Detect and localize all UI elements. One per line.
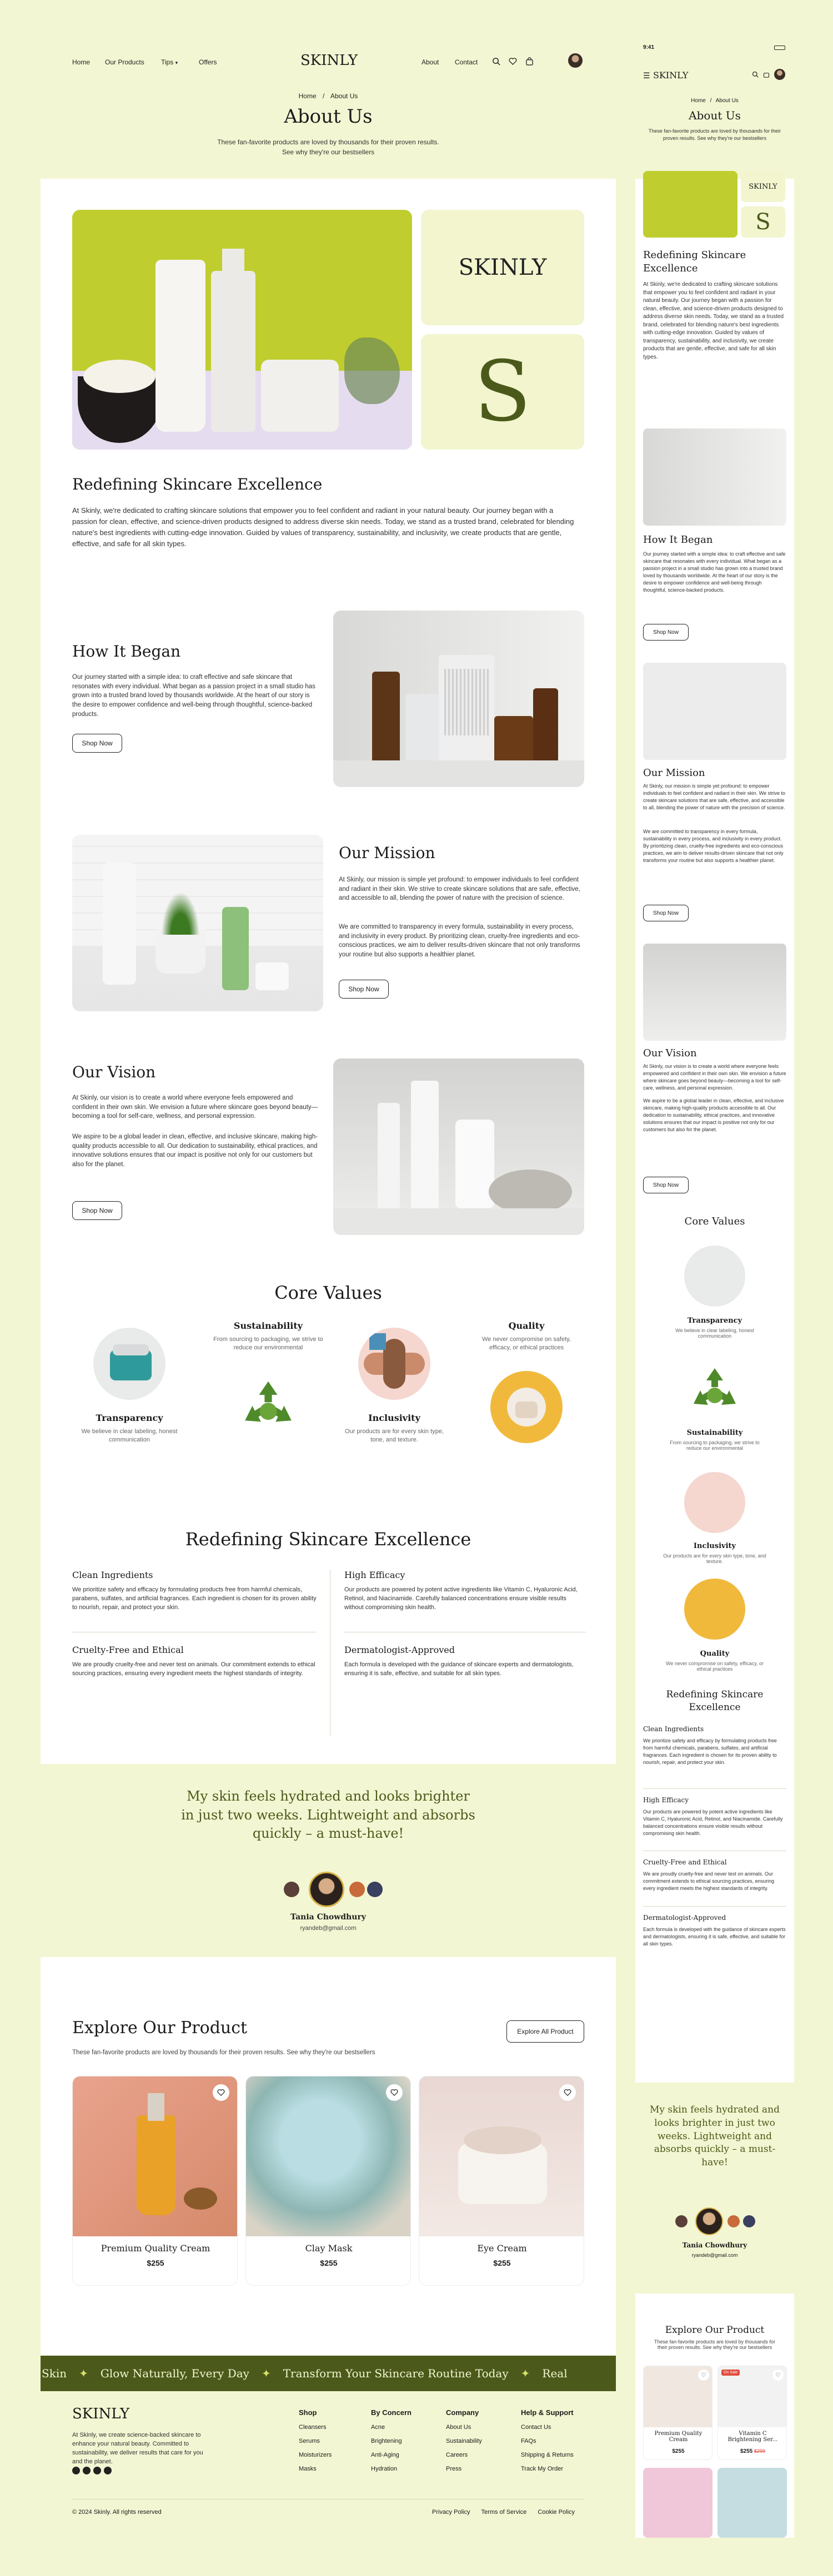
mobile-feature-cruelty-title: Cruelty-Free and Ethical	[643, 1858, 727, 1866]
footer-copyright: © 2024 Skinly. All rights reserved	[72, 2509, 162, 2515]
nav-our-products[interactable]: Our Products	[105, 58, 144, 66]
product-price: $255	[493, 2259, 511, 2267]
wishlist-heart-icon[interactable]: ♡	[698, 2370, 709, 2381]
avatar[interactable]	[568, 53, 583, 68]
mobile-product-price: $255 $299	[740, 2448, 766, 2454]
footer-logo[interactable]: SKINLY	[72, 2406, 130, 2422]
mobile-mission-body-1: At Skinly, our mission is simple yet profound: to empower individuals to feel confident and radiant in their skin. We strive to create skincare solutions that are safe, effective, and accessible to all, blending the power of nature with the precision of science.	[643, 783, 785, 811]
mobile-core-quality-image	[684, 1579, 745, 1640]
avatar-small-left[interactable]	[284, 1882, 299, 1897]
mobile-core-inclusivity-title: Inclusivity	[693, 1542, 736, 1550]
intro-title: Redefining Skincare Excellence	[72, 475, 323, 493]
avatar-active[interactable]	[309, 1872, 344, 1907]
product-name[interactable]: Eye Cream	[477, 2243, 527, 2254]
product-name[interactable]: Premium Quality Cream	[101, 2243, 210, 2254]
mobile-breadcrumb: Home / About Us	[691, 98, 739, 104]
mobile-intro-body: At Skinly, we're dedicated to crafting skincare solutions that empower you to feel confident and radiant in your natural beauty. Our journey began with a passion for clean, effective, and science-driven products designed to address diverse skin needs. Today, we stand as a trusted brand, celebrated for blending nature's best ingredients with cutting-edge innovation. Guided by values of transparency, sustainability, and inclusivity, we create products that are gentle, effective, and safe for all skin types.	[643, 281, 784, 360]
began-product-photo	[333, 611, 584, 787]
began-title: How It Began	[72, 642, 181, 661]
feature-efficacy-title: High Efficacy	[344, 1570, 405, 1580]
footer-link[interactable]: Press	[446, 2465, 462, 2472]
nav-contact[interactable]: Contact	[455, 58, 478, 66]
mobile-status-time: 9:41	[643, 44, 655, 51]
mobile-mission-body-2: We are committed to transparency in every formula, sustainability in every process, and inclusivity in every product. By prioritizing clean, cruelty-free ingredients and eco-conscious practices, we aim to deliver results-driven skincare that not only transforms your routine but also supports a healthier planet.	[643, 829, 784, 864]
vision-title: Our Vision	[72, 1063, 156, 1081]
mobile-began-button[interactable]: Shop Now	[643, 624, 689, 641]
footer-link[interactable]: Sustainability	[446, 2438, 482, 2444]
mobile-vision-photo	[643, 944, 786, 1041]
privacy-link[interactable]: Privacy Policy	[432, 2509, 470, 2515]
product-price: $255	[320, 2259, 338, 2267]
mobile-mission-photo	[643, 663, 786, 760]
began-body: Our journey started with a simple idea: to craft effective and safe skincare that resonates with every individual. What began as a passion project in a small studio has grown into a trusted brand loved by thousands worldwide. At the heart of our story is the desire to empower confidence and well-being through thoughtful, science-backed products.	[72, 674, 315, 718]
footer-col-help: Help & Support Contact Us FAQs Shipping & Returns Track My Order	[521, 2404, 574, 2476]
footer-link[interactable]: Acne	[371, 2424, 385, 2431]
mobile-page	[635, 40, 794, 2538]
mission-product-photo	[72, 835, 323, 1011]
wishlist-heart-icon[interactable]	[559, 2084, 576, 2101]
mobile-core-transparency-body: We believe in clear labeling, honest communication	[675, 1328, 754, 1339]
mobile-products-title: Explore Our Product	[665, 2325, 765, 2336]
sparkle-icon: ✦	[79, 2367, 88, 2380]
youtube-icon[interactable]	[104, 2467, 112, 2474]
testimonial-quote: My skin feels hydrated and looks brighter in just two weeks. Lightweight and absorbs quickly – a must-have!	[181, 1788, 475, 1842]
core-transparency-body: We believe in clear labeling, honest communication	[81, 1428, 178, 1444]
avatar-active[interactable]	[695, 2207, 723, 2235]
mobile-feature-efficacy-body: Our products are powered by potent active ingredients like Vitamin C, Hyaluronic Acid, Retinol, and Niacinamide. Carefully balanced concentrations ensure visible results without compromising skin health.	[643, 1809, 783, 1837]
footer-link[interactable]: Masks	[299, 2465, 317, 2472]
avatar-small-right-2[interactable]	[743, 2215, 755, 2227]
mobile-recycle-icon	[684, 1361, 745, 1422]
footer-social-icons	[72, 2467, 112, 2474]
brand-logo-tile	[421, 210, 584, 325]
core-sustainability-title: Sustainability	[233, 1320, 303, 1331]
footer-link[interactable]: Serums	[299, 2438, 320, 2444]
brand-logo-large: SKINLY	[458, 255, 547, 280]
brand-monogram: S	[474, 344, 531, 440]
nav-offers[interactable]: Offers	[199, 58, 217, 66]
breadcrumb	[41, 92, 616, 100]
mobile-core-inclusivity-image	[684, 1472, 745, 1533]
product-image	[73, 2076, 238, 2236]
mobile-monogram-tile: S	[741, 206, 785, 238]
footer-link[interactable]: Shipping & Returns	[521, 2451, 574, 2458]
mobile-core-title: Core Values	[684, 1216, 745, 1227]
nav-about[interactable]: About	[421, 58, 439, 66]
bag-icon[interactable]	[524, 56, 535, 67]
mobile-product-price: $255	[672, 2448, 685, 2454]
core-inclusivity-body: Our products are for every skin type, tone, and texture.	[345, 1428, 444, 1444]
brand-logo[interactable]: SKINLY	[300, 52, 358, 69]
footer-link[interactable]: About Us	[446, 2424, 471, 2431]
marquee-item: Glow Naturally, Every Day	[100, 2367, 249, 2380]
instagram-icon[interactable]	[83, 2467, 91, 2474]
mobile-feature-clean-body: We prioritize safety and efficacy by formulating products free from harmful chemicals, parabens, sulfates, and artificial fragrances. Each ingredient is chosen for its proven ability to nourish, repair, and protect your skin.	[643, 1738, 777, 1766]
avatar-small-left[interactable]	[675, 2215, 688, 2227]
mobile-brand-logo[interactable]: SKINLY	[653, 70, 689, 80]
mobile-vision-body-1: At Skinly, our vision is to create a world where everyone feels empowered and confident in their own skin. We envision a future where skincare goes beyond beauty—becoming a tool for self-care, wellness, and personal expression.	[643, 1063, 786, 1091]
product-card[interactable]	[419, 2076, 584, 2286]
feature-cruelty-body: We are proudly cruelty-free and never test on animals. Our commitment extends to ethical sourcing practices, ensuring every ingredient meets the highest standards of integrity.	[72, 1661, 315, 1677]
mobile-vision-body-2: We aspire to be a global leader in clean, effective, and inclusive skincare, making high-quality products accessible to all. Our dedication to sustainability, ethical practices, and innovative solutions ensures that our impact is positive not only for our customers but also for the planet.	[643, 1098, 784, 1133]
mobile-product-card[interactable]	[643, 2366, 712, 2460]
core-inclusivity-title: Inclusivity	[368, 1413, 420, 1423]
mobile-battery-icon	[774, 46, 785, 50]
core-sustainability-body: From sourcing to packaging, we strive to reduce our environmental	[213, 1336, 323, 1352]
chevron-down-icon: ▾	[175, 60, 178, 65]
mobile-feature-divider	[643, 1906, 786, 1907]
hero-product-photo	[72, 210, 412, 450]
breadcrumb-current: About Us	[330, 92, 358, 100]
products-title: Explore Our Product	[72, 2018, 248, 2038]
feature-derm-title: Dermatologist-Approved	[344, 1645, 455, 1655]
mobile-core-quality-title: Quality	[700, 1650, 730, 1658]
sparkle-icon: ✦	[261, 2367, 271, 2380]
marquee-item: Real	[542, 2367, 568, 2380]
breadcrumb-separator: /	[322, 92, 325, 100]
wishlist-heart-icon[interactable]	[213, 2084, 229, 2101]
testimonial-avatars	[278, 1872, 378, 1908]
footer-link[interactable]: Hydration	[371, 2465, 398, 2472]
product-image	[246, 2076, 411, 2236]
mobile-feature-cruelty-body: We are proudly cruelty-free and never test on animals. Our commitment extends to ethical sourcing practices, ensuring every ingredient meets the highest standards of integrity.	[643, 1871, 775, 1892]
product-price: $255	[147, 2259, 164, 2267]
intro-body: At Skinly, we're dedicated to crafting skincare solutions that empower you to feel confident and radiant in your natural beauty. Our journey began with a passion for clean, effective, and science-driven products designed to address diverse skin needs. Today, we stand as a trusted brand, celebrated for blending nature's best ingredients with cutting-edge innovation. Guided by values of transparency, sustainability, and inclusivity, we create products that are gentle, effective, and safe for all skin types.	[72, 506, 574, 548]
mission-body-1: At Skinly, our mission is simple yet profound: to empower individuals to feel confident and radiant in their skin. We strive to create skincare solutions that are safe, effective, and accessible to all, blending the power of nature with the precision of science.	[339, 876, 580, 902]
search-icon[interactable]	[490, 56, 501, 67]
testimonial-email: ryandeb@gmail.com	[300, 1925, 357, 1932]
mobile-hero-photo	[643, 171, 737, 238]
feature-clean-body: We prioritize safety and efficacy by formulating products free from harmful chemicals, parabens, sulfates, and artificial fragrances. Each ingredient is chosen for its proven ability to nourish, repair, and protect your skin.	[72, 1586, 317, 1611]
mobile-feature-divider	[643, 1788, 786, 1789]
mission-shop-now-button[interactable]: Shop Now	[339, 980, 389, 999]
feature-cruelty-title: Cruelty-Free and Ethical	[72, 1645, 184, 1655]
core-transparency-title: Transparency	[96, 1413, 163, 1423]
page-title: About Us	[284, 105, 373, 128]
nav-tips[interactable]: Tips ▾	[161, 58, 178, 66]
vision-product-photo	[333, 1058, 584, 1235]
mobile-excellence-title: Redefining Skincare Excellence	[666, 1689, 764, 1713]
mobile-mission-button[interactable]: Shop Now	[643, 905, 689, 921]
footer-link[interactable]: Cleansers	[299, 2424, 327, 2431]
recycle-icon	[232, 1371, 304, 1443]
wishlist-heart-icon[interactable]: ♡	[772, 2370, 784, 2381]
product-card[interactable]	[72, 2076, 238, 2286]
footer-link[interactable]: FAQs	[521, 2438, 536, 2444]
mobile-testimonial-email: ryandeb@gmail.com	[691, 2252, 738, 2258]
brand-monogram-tile	[421, 334, 584, 450]
mobile-core-transparency-title: Transparency	[687, 1317, 742, 1325]
mobile-core-transparency-image	[684, 1246, 745, 1307]
mobile-search-icon[interactable]	[752, 71, 759, 78]
mobile-logo-tile: SKINLY	[741, 171, 785, 202]
mobile-core-sustainability-body: From sourcing to packaging, we strive to reduce our environmental	[670, 1440, 760, 1451]
hamburger-menu-icon[interactable]: ☰	[643, 71, 650, 80]
footer-col-shop: Shop Cleansers Serums Moisturizers Masks	[299, 2404, 332, 2476]
product-name[interactable]: Clay Mask	[305, 2243, 353, 2254]
heart-icon[interactable]	[507, 56, 518, 67]
mobile-began-title: How It Began	[643, 534, 713, 546]
mobile-product-card[interactable]	[717, 2366, 787, 2460]
nav-home[interactable]: Home	[72, 58, 91, 66]
mobile-product-card[interactable]	[643, 2468, 712, 2538]
marquee-banner	[41, 2356, 616, 2391]
mobile-vision-title: Our Vision	[643, 1047, 697, 1059]
footer-link[interactable]: Brightening	[371, 2438, 402, 2444]
vision-shop-now-button[interactable]: Shop Now	[72, 1201, 122, 1220]
avatar-small-right-2[interactable]	[367, 1882, 383, 1897]
core-values-title: Core Values	[274, 1282, 382, 1303]
mobile-feature-efficacy-title: High Efficacy	[643, 1796, 689, 1804]
excellence-title: Redefining Skincare Excellence	[185, 1529, 471, 1550]
footer-description: At Skinly, we create science-backed skincare to enhance your natural beauty. Committed to sustainability, we deliver results that care for you and the planet.	[72, 2432, 203, 2465]
mobile-feature-clean-title: Clean Ingredients	[643, 1725, 704, 1733]
footer-col-company: Company About Us Sustainability Careers Press	[446, 2404, 482, 2476]
feature-efficacy-body: Our products are powered by potent active ingredients like Vitamin C, Hyaluronic Acid, Retinol, and Niacinamide. Carefully balanced concentrations ensure visible results without compromising skin health.	[344, 1586, 578, 1611]
vision-body-1: At Skinly, our vision is to create a world where everyone feels empowered and confident in their own skin. We envision a future where skincare goes beyond beauty—becoming a tool for self-care, wellness, and personal expression.	[72, 1095, 318, 1120]
sparkle-icon: ✦	[520, 2367, 530, 2380]
old-price: $299	[754, 2448, 766, 2454]
began-shop-now-button[interactable]: Shop Now	[72, 734, 122, 753]
core-transparency-image	[93, 1328, 165, 1400]
mobile-mission-title: Our Mission	[643, 767, 705, 779]
mission-title: Our Mission	[339, 844, 435, 862]
core-inclusivity-image	[358, 1328, 430, 1400]
footer-legal	[432, 2509, 575, 2515]
products-subtitle: These fan-favorite products are loved by thousands for their proven results. See why they're our bestsellers	[72, 2049, 375, 2056]
mobile-products-subtitle: These fan-favorite products are loved by thousands for their proven results. See why they're our bestsellers	[654, 2339, 776, 2350]
mobile-product-name: Vitamin C Brightening Ser...	[727, 2431, 778, 2443]
feature-clean-title: Clean Ingredients	[72, 1570, 153, 1580]
twitter-icon[interactable]	[93, 2467, 101, 2474]
terms-link[interactable]: Terms of Service	[481, 2509, 527, 2515]
mobile-intro-title: Redefining Skincare Excellence	[643, 249, 746, 275]
vision-body-2: We aspire to be a global leader in clean, effective, and inclusive skincare, making high-quality products accessible to all. Our dedication to sustainability, ethical practices, and innovative solutions ensures that our impact is positive not only for our customers but also for the planet.	[72, 1133, 318, 1168]
mobile-vision-button[interactable]: Shop Now	[643, 1177, 689, 1193]
breadcrumb-home[interactable]: Home	[298, 92, 317, 100]
mobile-testimonial-quote: My skin feels hydrated and looks brighter in just two weeks. Lightweight and absorbs quickly – a must-have!	[649, 2104, 780, 2169]
explore-all-product-button[interactable]: Explore All Product	[506, 2020, 584, 2043]
testimonial-name: Tania Chowdhury	[290, 1913, 366, 1922]
mobile-product-card[interactable]	[717, 2468, 787, 2538]
footer-link[interactable]: Track My Order	[521, 2465, 563, 2472]
core-quality-image	[490, 1371, 563, 1443]
avatar-small-right-1[interactable]	[349, 1882, 365, 1897]
sale-badge: On Sale	[721, 2370, 740, 2376]
footer-link[interactable]: Moisturizers	[299, 2451, 332, 2458]
mobile-feature-derm-title: Dermatologist-Approved	[643, 1914, 726, 1922]
desktop-page	[41, 40, 616, 2538]
core-quality-title: Quality	[508, 1320, 545, 1331]
avatar-small-right-1[interactable]	[727, 2215, 740, 2227]
mobile-core-sustainability-title: Sustainability	[686, 1429, 743, 1437]
marquee-item: Skin	[42, 2367, 67, 2380]
core-quality-body: We never compromise on safety, efficacy, or ethical practices	[482, 1336, 571, 1352]
mobile-core-quality-body: We never compromise on safety, efficacy, or ethical practices	[666, 1661, 764, 1672]
page-subtitle: These fan-favorite products are loved by thousands for their proven results. See why they're our bestsellers	[217, 138, 439, 156]
mobile-testimonial-name: Tania Chowdhury	[682, 2241, 747, 2249]
mobile-testimonial-avatars	[674, 2207, 757, 2235]
marquee-item: Transform Your Skincare Routine Today	[283, 2367, 509, 2380]
feature-derm-body: Each formula is developed with the guidance of skincare experts and dermatologists, ensuring it is safe, effective, and suitable for all skin types.	[344, 1661, 574, 1677]
mobile-page-title: About Us	[689, 109, 741, 122]
product-image	[419, 2076, 584, 2236]
footer-col-concern: By Concern Acne Brightening Anti-Aging Hydration	[371, 2404, 412, 2476]
mobile-product-name: Premium Quality Cream	[654, 2431, 702, 2443]
mobile-core-inclusivity-body: Our products are for every skin type, tone, and texture.	[663, 1553, 766, 1564]
product-card[interactable]	[245, 2076, 411, 2286]
mobile-began-body: Our journey started with a simple idea: to craft effective and safe skincare that resonates with every individual. What began as a passion project in a small studio has grown into a trusted brand loved by thousands worldwide. At the heart of our story is the desire to empower confidence and well-being through thoughtful, science-backed products.	[643, 551, 786, 593]
wishlist-heart-icon[interactable]	[386, 2084, 403, 2101]
mobile-bag-icon[interactable]	[763, 71, 770, 78]
mission-body-2: We are committed to transparency in every formula, sustainability in every process, and inclusivity in every product. By prioritizing clean, cruelty-free ingredients and eco-conscious practices, we aim to deliver results-driven skincare that not only transforms your routine but also supports a healthier planet.	[339, 924, 580, 959]
footer-link[interactable]: Anti-Aging	[371, 2451, 399, 2458]
footer-link[interactable]: Contact Us	[521, 2424, 551, 2431]
mobile-avatar[interactable]	[774, 69, 785, 80]
mobile-feature-derm-body: Each formula is developed with the guidance of skincare experts and dermatologists, ensuring it is safe, effective, and suitable for all skin types.	[643, 1927, 786, 1947]
cookie-link[interactable]: Cookie Policy	[538, 2509, 575, 2515]
footer-link[interactable]: Careers	[446, 2451, 468, 2458]
mobile-page-subtitle: These fan-favorite products are loved by thousands for their proven results. See why they're our bestsellers	[648, 128, 781, 141]
facebook-icon[interactable]	[72, 2467, 80, 2474]
mobile-began-photo	[643, 429, 786, 526]
